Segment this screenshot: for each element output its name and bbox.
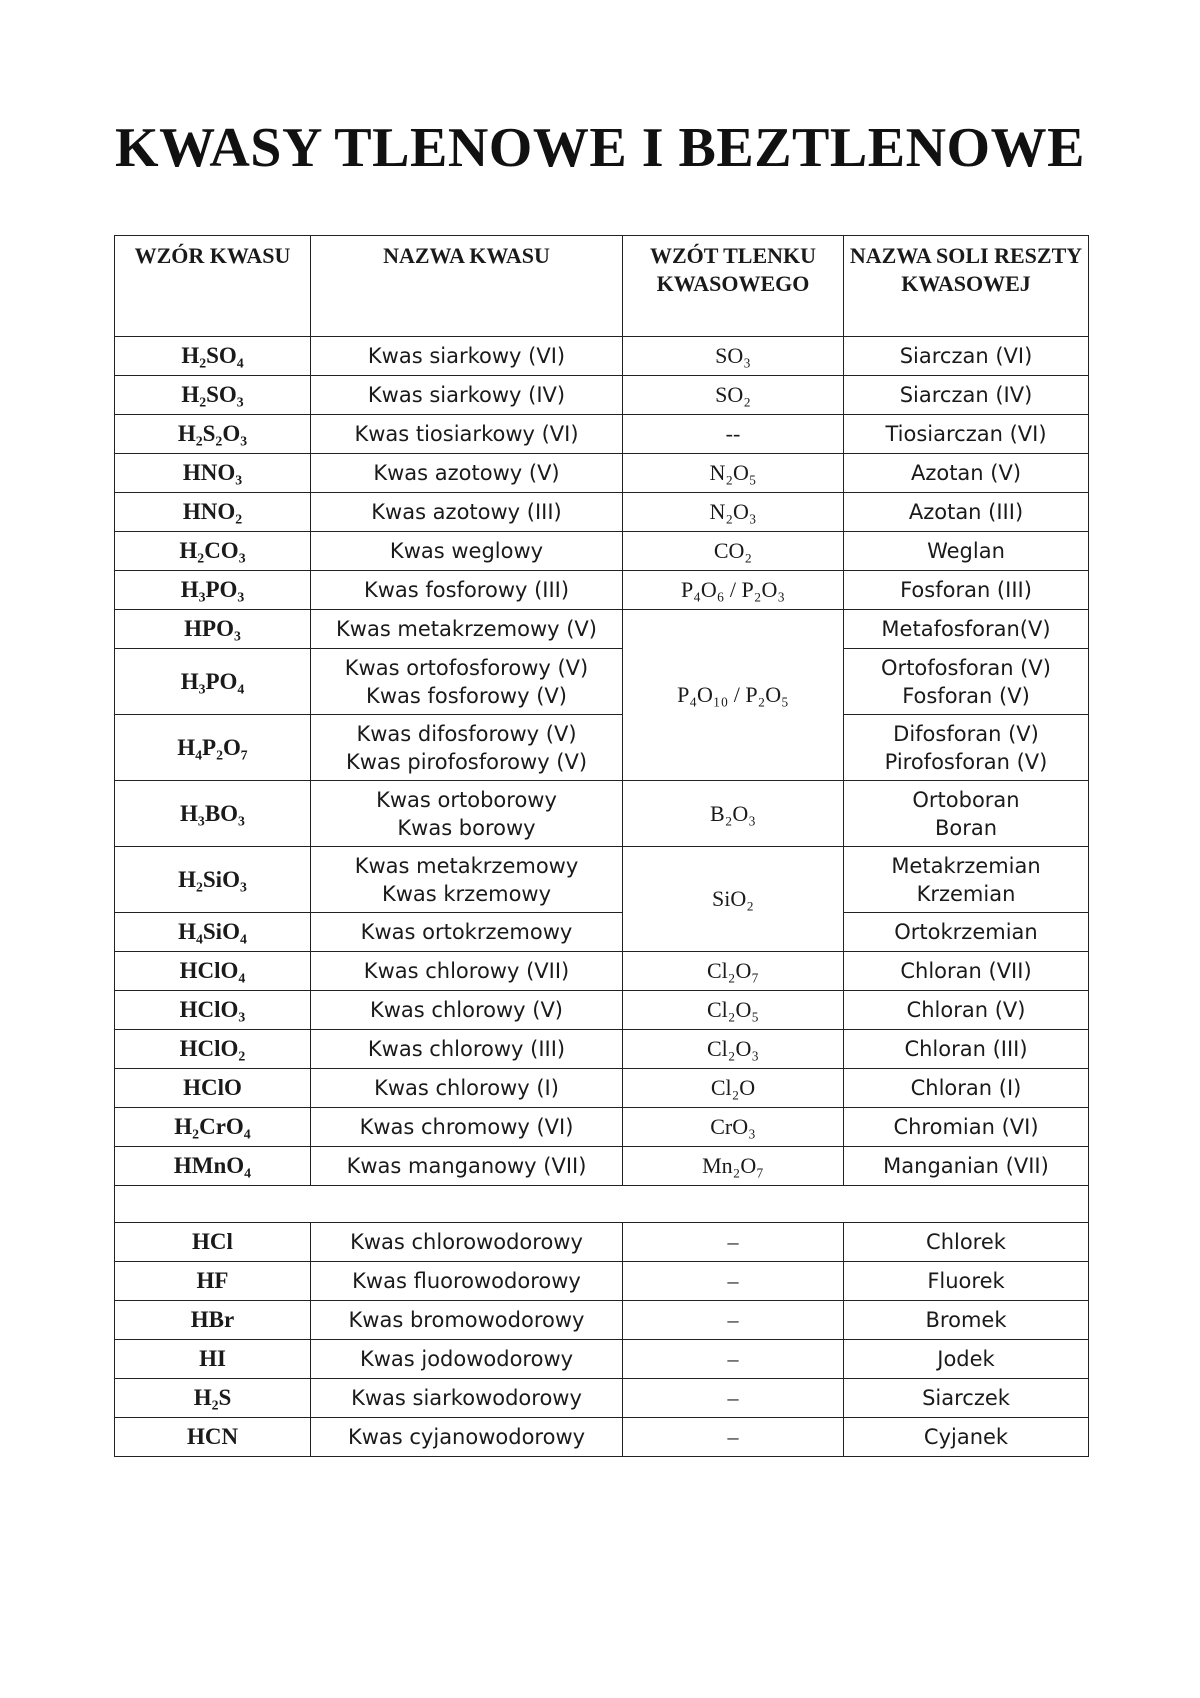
table-row [115, 1301, 1089, 1340]
acid-oxide: – [623, 1379, 844, 1418]
acid-name-line: Kwas azotowy (III) [371, 500, 562, 524]
salt-name [844, 337, 1089, 376]
table-row [115, 649, 1089, 715]
acid-oxide: – [623, 1418, 844, 1457]
acid-name-line: Kwas jodowodorowy [359, 1347, 574, 1371]
table-row [115, 610, 1089, 649]
table-row [115, 1340, 1089, 1379]
acid-name [311, 1301, 623, 1340]
salt-name [844, 781, 1089, 847]
page-title: KWASY TLENOWE I BEZTLENOWE [115, 117, 1085, 179]
salt-name [844, 1030, 1089, 1069]
separator-row [115, 1186, 1089, 1223]
acid-name-line: Kwas metakrzemowy (V) [336, 617, 597, 641]
acid-formula: HCN [115, 1418, 311, 1457]
acid-name-line: Kwas siarkowy (VI) [367, 344, 566, 368]
acids-table [114, 235, 1089, 1457]
header-formula: WZÓR KWASU [115, 236, 311, 337]
acid-name-line: Kwas chlorowodorowy [350, 1230, 583, 1254]
salt-name-line: Weglan [927, 539, 1005, 563]
acid-formula: HI [115, 1340, 311, 1379]
acid-name-line: Kwas cyjanowodorowy [347, 1425, 586, 1449]
salt-name-line: Chloran (III) [904, 1037, 1028, 1061]
header-salt: NAZWA SOLI RESZTY KWASOWEJ [844, 236, 1089, 337]
acid-name-line: Kwas borowy [397, 815, 536, 840]
salt-name [844, 1340, 1089, 1379]
salt-name [844, 493, 1089, 532]
acid-name-line: Kwas azotowy (V) [373, 461, 560, 485]
acid-name [311, 1340, 623, 1379]
salt-name-line: Ortoboran [912, 787, 1020, 812]
acid-formula: H₄P₂O₇ [115, 715, 311, 781]
acid-formula: HNO₃ [115, 454, 311, 493]
salt-name-line: Azotan (III) [908, 500, 1024, 524]
acid-formula: H₂CrO₄ [115, 1108, 311, 1147]
acid-name-line: Kwas fosforowy (V) [366, 683, 567, 708]
salt-name-line: Fosforan (III) [900, 578, 1032, 602]
acid-formula: H₂SiO₃ [115, 847, 311, 913]
acid-oxide: – [623, 1262, 844, 1301]
acid-formula: H₂S [115, 1379, 311, 1418]
salt-name [844, 1301, 1089, 1340]
acid-name-line: Kwas siarkowodorowy [351, 1386, 582, 1410]
salt-name-line: Siarczan (IV) [899, 383, 1033, 407]
salt-name-line: Boran [934, 815, 998, 840]
salt-name [844, 649, 1089, 715]
acid-name [311, 649, 623, 715]
acid-formula: HPO₃ [115, 610, 311, 649]
salt-name-line: Siarczek [922, 1386, 1010, 1410]
acid-name [311, 1418, 623, 1457]
salt-name [844, 847, 1089, 913]
acid-name [311, 493, 623, 532]
acid-oxide: Mn₂O₇ [623, 1147, 844, 1186]
acid-name-line: Kwas chromowy (VI) [359, 1115, 574, 1139]
acid-oxide: – [623, 1340, 844, 1379]
salt-name-line: Tiosiarczan (VI) [885, 422, 1047, 446]
acid-name-line: Kwas bromowodorowy [348, 1308, 585, 1332]
salt-name [844, 1418, 1089, 1457]
acid-name-line: Kwas siarkowy (IV) [367, 383, 566, 407]
salt-name-line: Chloran (VII) [900, 959, 1032, 983]
salt-name [844, 532, 1089, 571]
acid-name [311, 715, 623, 781]
salt-name [844, 1069, 1089, 1108]
acid-formula: H₄SiO₄ [115, 913, 311, 952]
table-row [115, 715, 1089, 781]
table-row [115, 337, 1089, 376]
acid-name [311, 781, 623, 847]
acid-name-line: Kwas weglowy [389, 539, 544, 563]
acid-oxide: N₂O₃ [623, 493, 844, 532]
acid-name-line: Kwas chlorowy (VII) [363, 959, 570, 983]
acid-oxide: P₄O₆ / P₂O₃ [623, 571, 844, 610]
acid-name-line: Kwas pirofosforowy (V) [345, 749, 588, 774]
salt-name-line: Krzemian [916, 881, 1016, 906]
acid-formula: H₂CO₃ [115, 532, 311, 571]
acid-formula: HMnO₄ [115, 1147, 311, 1186]
acid-oxide: CO₂ [623, 532, 844, 571]
table-header-row [115, 236, 1089, 337]
acid-formula: HClO₄ [115, 952, 311, 991]
salt-name-line: Chlorek [926, 1230, 1006, 1254]
acid-oxide: SO₃ [623, 337, 844, 376]
acid-oxide: CrO₃ [623, 1108, 844, 1147]
separator-cell [115, 1186, 1089, 1223]
acid-name [311, 415, 623, 454]
acid-formula: HClO₃ [115, 991, 311, 1030]
acid-oxide: P₄O₁₀ / P₂O₅ [623, 610, 844, 781]
acid-name [311, 454, 623, 493]
acid-formula: H₃BO₃ [115, 781, 311, 847]
acid-name-line: Kwas fosforowy (III) [363, 578, 570, 602]
acid-formula: HNO₂ [115, 493, 311, 532]
acid-name [311, 571, 623, 610]
acid-name [311, 532, 623, 571]
salt-name-line: Metafosforan(V) [881, 617, 1051, 641]
table-row [115, 952, 1089, 991]
salt-name-line: Difosforan (V) [893, 721, 1039, 746]
acid-oxide: – [623, 1301, 844, 1340]
table-row [115, 1030, 1089, 1069]
table-row [115, 1108, 1089, 1147]
table-row [115, 1147, 1089, 1186]
acid-name-line: Kwas ortokrzemowy [360, 920, 573, 944]
table-row [115, 493, 1089, 532]
acid-name [311, 1223, 623, 1262]
acid-formula: H₂SO₄ [115, 337, 311, 376]
table-row [115, 376, 1089, 415]
acid-name-line: Kwas difosforowy (V) [356, 721, 577, 746]
acid-name-line: Kwas krzemowy [381, 881, 552, 906]
acid-name [311, 337, 623, 376]
salt-name-line: Fluorek [927, 1269, 1005, 1293]
acid-name [311, 913, 623, 952]
acid-formula: H₃PO₄ [115, 649, 311, 715]
acid-formula: H₃PO₃ [115, 571, 311, 610]
salt-name [844, 415, 1089, 454]
acid-name-line: Kwas chlorowy (V) [369, 998, 564, 1022]
acid-name-line: Kwas tiosiarkowy (VI) [354, 422, 579, 446]
salt-name [844, 571, 1089, 610]
salt-name-line: Cyjanek [923, 1425, 1009, 1449]
table-row [115, 847, 1089, 913]
table-row [115, 532, 1089, 571]
salt-name-line: Azotan (V) [910, 461, 1022, 485]
salt-name-line: Pirofosforan (V) [884, 749, 1048, 774]
salt-name [844, 454, 1089, 493]
acid-name-line: Kwas ortofosforowy (V) [344, 655, 589, 680]
acid-name [311, 1379, 623, 1418]
salt-name [844, 1262, 1089, 1301]
acid-name [311, 610, 623, 649]
header-oxide: WZÓT TLENKU KWASOWEGO [623, 236, 844, 337]
acid-formula: HBr [115, 1301, 311, 1340]
acid-name-line: Kwas manganowy (VII) [346, 1154, 587, 1178]
acid-name [311, 952, 623, 991]
acid-name-line: Kwas metakrzemowy [354, 853, 579, 878]
acid-oxide: -- [623, 415, 844, 454]
salt-name-line: Chromian (VI) [893, 1115, 1039, 1139]
acid-name [311, 1030, 623, 1069]
acid-oxide: B₂O₃ [623, 781, 844, 847]
table-row [115, 454, 1089, 493]
salt-name [844, 991, 1089, 1030]
salt-name [844, 610, 1089, 649]
acid-oxide: SO₂ [623, 376, 844, 415]
acid-name-line: Kwas fluorowodorowy [352, 1269, 581, 1293]
acid-name [311, 847, 623, 913]
salt-name-line: Jodek [937, 1347, 995, 1371]
table-row [115, 991, 1089, 1030]
table-body [115, 337, 1089, 1457]
salt-name-line: Ortofosforan (V) [881, 655, 1051, 680]
salt-name-line: Chloran (I) [910, 1076, 1022, 1100]
acid-formula: HCl [115, 1223, 311, 1262]
salt-name [844, 1108, 1089, 1147]
acid-name [311, 1108, 623, 1147]
salt-name [844, 1379, 1089, 1418]
table-row [115, 1418, 1089, 1457]
table-row [115, 415, 1089, 454]
table-row [115, 1379, 1089, 1418]
acid-formula: HClO₂ [115, 1030, 311, 1069]
salt-name-line: Chloran (V) [906, 998, 1026, 1022]
salt-name [844, 913, 1089, 952]
salt-name [844, 376, 1089, 415]
header-name: NAZWA KWASU [311, 236, 623, 337]
acid-name [311, 1069, 623, 1108]
acid-oxide: Cl₂O₅ [623, 991, 844, 1030]
acid-oxide: N₂O₅ [623, 454, 844, 493]
acid-name [311, 991, 623, 1030]
acid-oxide: – [623, 1223, 844, 1262]
table-row [115, 913, 1089, 952]
salt-name [844, 715, 1089, 781]
acid-name-line: Kwas chlorowy (III) [367, 1037, 566, 1061]
acid-oxide: Cl₂O₃ [623, 1030, 844, 1069]
salt-name [844, 952, 1089, 991]
table-row [115, 571, 1089, 610]
salt-name-line: Siarczan (VI) [899, 344, 1033, 368]
salt-name-line: Bromek [925, 1308, 1007, 1332]
acid-oxide: SiO₂ [623, 847, 844, 952]
salt-name [844, 1147, 1089, 1186]
table-row [115, 1223, 1089, 1262]
acid-oxide: Cl₂O [623, 1069, 844, 1108]
salt-name-line: Manganian (VII) [883, 1154, 1049, 1178]
acid-formula: H₂S₂O₃ [115, 415, 311, 454]
acid-name [311, 1147, 623, 1186]
salt-name-line: Ortokrzemian [894, 920, 1038, 944]
table-row [115, 1069, 1089, 1108]
table-row [115, 1262, 1089, 1301]
acid-name-line: Kwas chlorowy (I) [374, 1076, 559, 1100]
acid-oxide: Cl₂O₇ [623, 952, 844, 991]
salt-name-line: Metakrzemian [891, 853, 1041, 878]
acid-name-line: Kwas ortoborowy [376, 787, 557, 812]
salt-name [844, 1223, 1089, 1262]
acid-name [311, 376, 623, 415]
salt-name-line: Fosforan (V) [902, 683, 1030, 708]
acid-formula: H₂SO₃ [115, 376, 311, 415]
acid-formula: HF [115, 1262, 311, 1301]
table-row [115, 781, 1089, 847]
acid-name [311, 1262, 623, 1301]
acid-formula: HClO [115, 1069, 311, 1108]
